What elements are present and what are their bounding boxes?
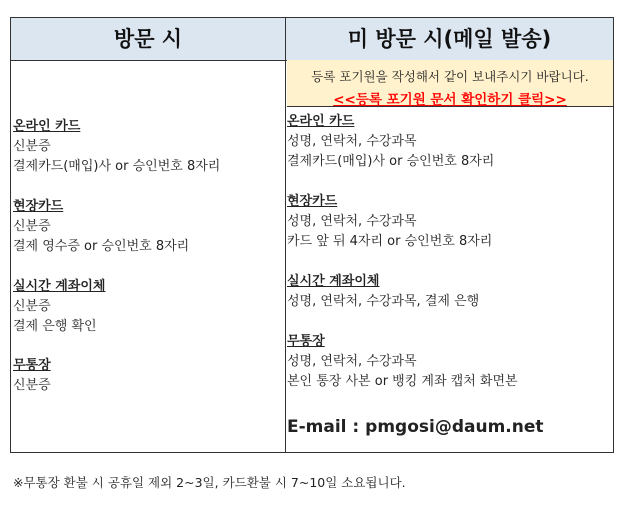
header-visit: 방문 시 <box>113 27 183 51</box>
right-section-bank-deposit <box>287 332 518 392</box>
notice-text: 등록 포기원을 작성해서 같이 보내주시기 바랍니다. <box>311 69 589 84</box>
section-line: 결제 영수증 or 승인번호 8자리 <box>13 239 190 254</box>
section-line: 본인 통장 사본 or 뱅킹 계좌 캡처 화면본 <box>287 374 518 389</box>
left-section-online-card <box>13 117 220 177</box>
refund-footnote: ※무통장 환불 시 공휴일 제외 2~3일, 카드환불 시 7~10일 소요됩니다. <box>13 475 406 490</box>
section-line: 신분증 <box>13 378 51 393</box>
withdrawal-form-link[interactable]: <<등록 포기원 문서 확인하기 클릭>> <box>333 92 567 108</box>
contact-email[interactable]: E-mail : pmgosi@daum.net <box>287 417 544 437</box>
column-divider <box>285 18 286 452</box>
section-title: 무통장 <box>287 334 325 349</box>
section-title: 실시간 계좌이체 <box>13 279 106 294</box>
visit-column <box>13 60 283 452</box>
refund-requirements-table <box>10 17 614 453</box>
table-header <box>11 18 613 61</box>
section-title: 현장카드 <box>13 199 64 214</box>
section-title: 무통장 <box>13 358 51 373</box>
section-line: 성명, 연락처, 수강과목 <box>287 354 417 369</box>
section-title: 온라인 카드 <box>287 114 355 129</box>
left-section-bank-deposit <box>13 356 51 396</box>
section-title: 온라인 카드 <box>13 119 81 134</box>
section-line: 카드 앞 뒤 4자리 or 승인번호 8자리 <box>287 234 493 249</box>
section-line: 신분증 <box>13 219 51 234</box>
section-line: 결제카드(매입)사 or 승인번호 8자리 <box>287 154 495 169</box>
header-no-visit: 미 방문 시(메일 발송) <box>347 27 552 51</box>
right-section-realtime-transfer <box>287 272 479 312</box>
left-section-onsite-card <box>13 197 189 257</box>
left-section-realtime-transfer <box>13 277 105 337</box>
section-line: 결제 은행 확인 <box>13 319 97 334</box>
section-line: 성명, 연락처, 수강과목 <box>287 214 417 229</box>
right-section-onsite-card <box>287 192 492 252</box>
section-line: 신분증 <box>13 139 51 154</box>
no-visit-column <box>287 60 613 452</box>
section-title: 현장카드 <box>287 194 338 209</box>
section-line: 성명, 연락처, 수강과목 <box>287 134 417 149</box>
section-line: 성명, 연락처, 수강과목, 결제 은행 <box>287 294 480 309</box>
notice-box <box>287 60 613 107</box>
right-section-online-card <box>287 112 494 172</box>
section-line: 결제카드(매입)사 or 승인번호 8자리 <box>13 159 221 174</box>
section-title: 실시간 계좌이체 <box>287 274 380 289</box>
section-line: 신분증 <box>13 299 51 314</box>
